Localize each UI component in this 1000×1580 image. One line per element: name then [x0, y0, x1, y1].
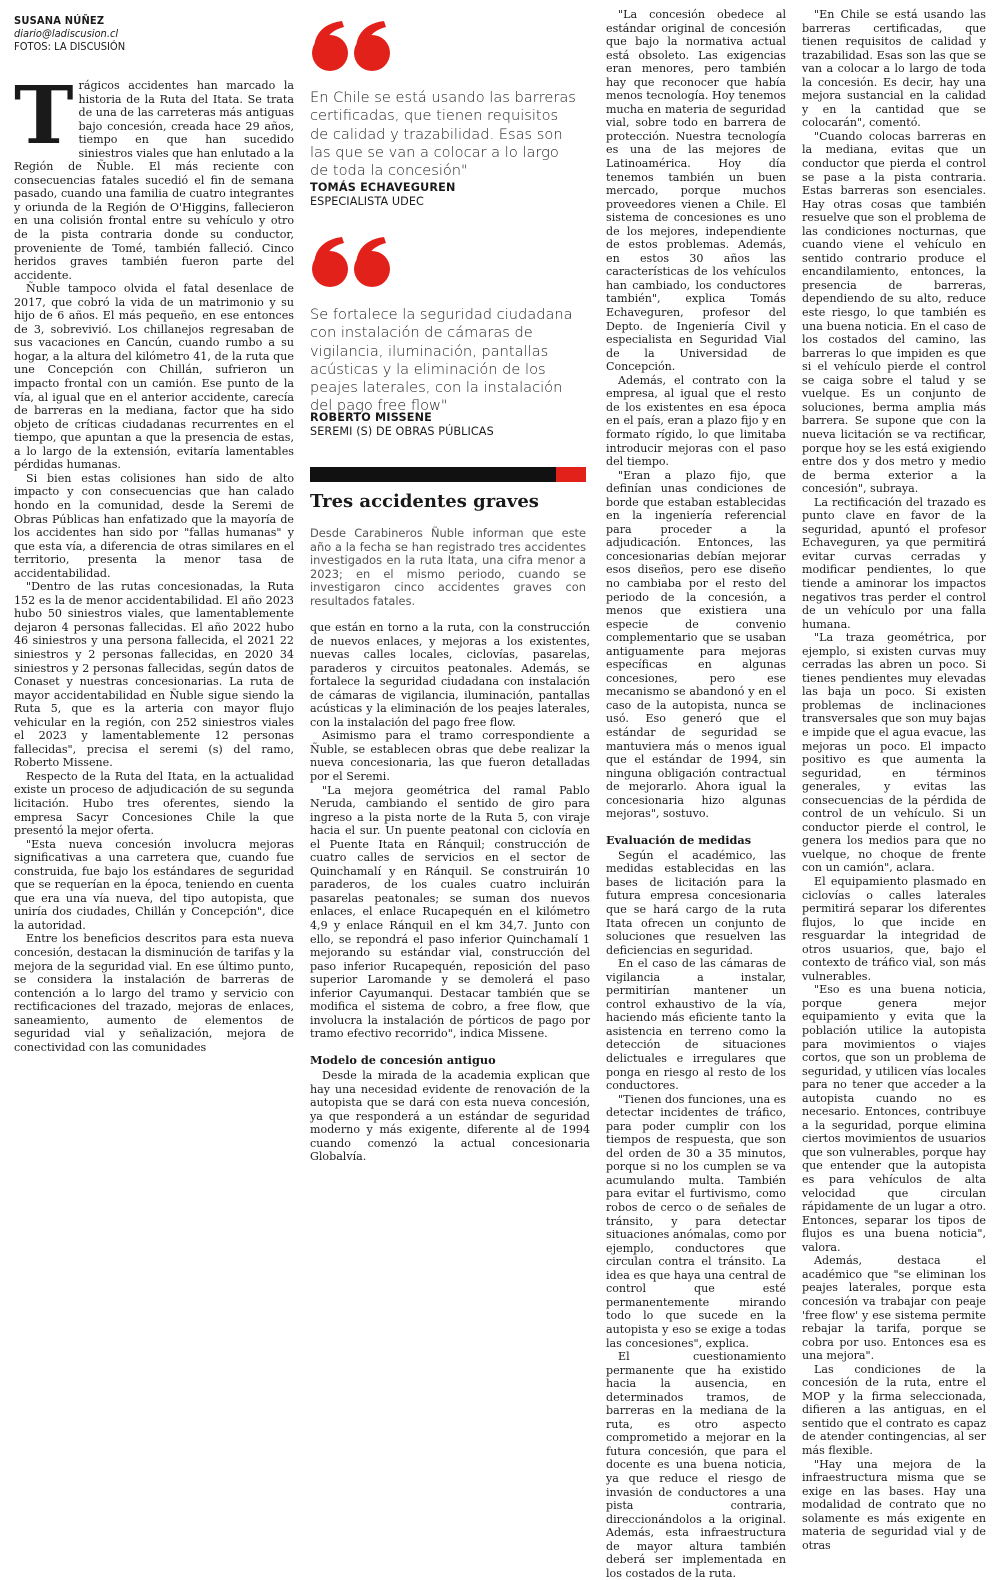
- subheading: Evaluación de medidas: [606, 832, 752, 847]
- paragraph: En el caso de las cámaras de vigilancia a instalar, permitirían mantener un control exhaustivo de la vía, haciendo más eficiente tanto la asistencia en terreno como la detección de situaciones delictuales e irregulares que ponga en riesgo al resto de los conductores.: [606, 957, 786, 1093]
- paragraph: Si bien estas colisiones han sido de alto impacto y con consecuencias que han calado hondo en la comunidad, desde la Seremi de Obras Públicas han enfatizado que la mayoría de los accidentes han sido por "fallas humanas" y que esta vía, a diferencia de otras similares en el territorio, presenta la menor tasa de accidentabilidad.: [14, 471, 294, 580]
- quote-mark-icon: [310, 20, 394, 72]
- box-title: Tres accidentes graves: [310, 491, 539, 512]
- paragraph: "Dentro de las rutas concesionadas, la Ruta 152 es la de menor accidentabilidad. El año 2023 hubo 50 siniestros viales, que lamentablemente dejaron 4 personas fallecidas. El año 2022 hubo 46 siniestros y una persona fallecida, el 2021 22 siniestros y 2 personas fallecidas, en 2020 34 siniestros y 2 personas fallecidas, según datos de Conaset y nuestras concesionarias. La ruta de mayor accidentabilidad en Ñuble sigue siendo la Ruta 5, que es la arteria con mayor flujo vehicular en la región, con 252 siniestros viales el 2023 y lamentablemente 12 personas fallecidas", precisa el seremi (s) del ramo, Roberto Missene.: [14, 580, 294, 770]
- paragraph: "Eran a plazo fijo, que definían unas condiciones de borde que estaban establecidas en la ingeniería referencial para proceder a la adjudicación. Entonces, las concesionarias debían mejorar esos diseños, pero ese diseño no cambiaba por el resto del periodo de la concesión, a menos que existiera una especie de convenio complementario que se usaban antiguamente para mejoras específicas en algunas concesiones, pero ese mecanismo se abandonó y en el caso de la autopista, nunca se usó. Eso generó que el estándar de seguridad se mantuviera más o menos igual que el estándar de 1994, sin ninguna obligación contractual de mejorarlo. Ahora igual la concesionaria hizo algunas mejoras", sostuvo.: [606, 468, 786, 821]
- pull-quote-text: Se fortalece la seguridad ciudadana con instalación de cámaras de vigilancia, iluminación, pantallas acústicas y la eliminación de los peajes laterales, con la instalación del pago free flow": [310, 306, 573, 415]
- paragraph: "La mejora geométrica del ramal Pablo Neruda, cambiando el sentido de giro para ingreso a la pista norte de la Ruta 5, con viraje hacia el sur. Un puente peatonal con ciclovía en el Puente Itata en Ránquil; construcción de cuatro calles de servicios en el sector de Quinchamalí y en Ránquil. Se construirán 10 paraderos, de los cuales cuatro incluirán pasarelas peatonales; se suman dos nuevos enlaces, el enlace Rucapequén en el kilómetro 4,9 y enlace Ránquil en el km 34,7. Junto con ello, se repondrá el paso inferior Quinchamalí 1 mejorando su estándar vial, construcción del paso inferior Rucapequén, reposición del paso superior Laromande y se demolerá el paso inferior Cayumanqui. Destacar también que se modifica el sistema de cobro, a free flow, que involucra la instalación de pórticos de pago por tramo efectivo recorrido", indica Missene.: [310, 783, 590, 1041]
- paragraph: "La traza geométrica, por ejemplo, si existen curvas muy cerradas las abren un poco. Si tienes pendientes muy elevadas las baja un poco. Si existen problemas de inclinaciones transversales que son muy bajas e impide que el agua evacue, las mejoras un poco. El impacto positivo es que aumenta la seguridad, en términos generales, y evitas las consecuencias de la pérdida de control de un vehículo. Si un conductor pierde el control, le genera los medios para que no vuelque, no choque de frente con un camión", aclara.: [802, 631, 986, 875]
- lead-paragraph: Trágicos accidentes han marcado la historia de la Ruta del Itata. Se trata de una de las carreteras más antiguas bajo concesión, creada hace 29 años, tiempo en que han sucedido siniestros viales que han enlutado a la Región de Ñuble. El más reciente con consecuencias fatales sucedió el fin de semana pasado, cuando una familia de cuatro integrantes y oriunda de la Región de O'Higgins, fallecieron en una colisión frontal entre su vehículo y otro de la pista contraria donde su conductor, proveniente de Tomé, también falleció. Cinco heridos graves también fueron parte del accidente.: [14, 68, 294, 282]
- quote-role: ESPECIALISTA UDEC: [310, 195, 424, 208]
- subheading: Modelo de concesión antiguo: [310, 1052, 496, 1067]
- box-text: Desde Carabineros Ñuble informan que este año a la fecha se han registrado tres accidentes investigados en la ruta Itata, una cifra menor a 2023; en el mismo periodo, cuando se investigaron cinco accidentes graves con resultados fatales.: [310, 526, 586, 608]
- paragraph: Respecto de la Ruta del Itata, en la actualidad existe un proceso de adjudicación de su segunda licitación. Hubo tres oferentes, siendo la empresa Sacyr Concesiones Chile la que presentó la mejor oferta.: [14, 769, 294, 838]
- paragraph: que están en torno a la ruta, con la construcción de nuevos enlaces, y mejoras a los existentes, nuevas calles locales, ciclovías, pasarelas, paraderos y circuitos peatonales. Además, se fortalece la seguridad ciudadana con instalación de cámaras de vigilancia, iluminación, pantallas acústicas y la eliminación de los peajes laterales, con la instalación del pago free flow.: [310, 621, 590, 729]
- paragraph: "En Chile se está usando las barreras certificadas, que tienen requisitos de calidad y trazabilidad. Esas son las que se van a colocar a lo largo de toda la concesión. Es decir, hay una mejora sustancial en la calidad y en la cantidad que se colocarán", comentó.: [802, 8, 986, 130]
- paragraph: "La concesión obedece al estándar original de concesión que bajo la normativa actual está obsoleto. Las exigencias eran menores, pero también hay que reconocer que había menos tecnología. Hoy tenemos mucha en materia de seguridad vial, sobre todo en barrera de protección. Nuestra tecnología es una de las mejores de Latinoamérica. Hoy día tenemos también un buen mercado, porque muchos proveedores vienen a Chile. El sistema de concesiones es uno de los mejores, independiente de estos problemas. Además, en estos 30 años las características de los vehículos han cambiado, los conductores también", explica Tomás Echaveguren, profesor del Depto. de Ingeniería Civil y especialista en Seguridad Vial de la Universidad de Concepción.: [606, 8, 786, 374]
- quote-author: TOMÁS ECHAVEGUREN: [310, 181, 456, 194]
- author-name: SUSANA NÚÑEZ: [14, 14, 105, 27]
- article-column-2: [310, 621, 590, 1325]
- paragraph: Asimismo para el tramo correspondiente a Ñuble, se establecen obras que debe realizar la nueva concesionaria, las que fueron detalladas por el Seremi.: [310, 729, 590, 784]
- article-column-1: [14, 68, 294, 1325]
- paragraph: El cuestionamiento permanente que ha existido hacia la ausencia, en determinados tramos, de barreras en la mediana de la ruta, es otro aspecto comprometido a mejorar en la futura concesión, que para el docente es una buena noticia, ya que reduce el riesgo de invasión de conductores a una pista contraria, direccionándolos a la original. Además, esta infraestructura de mayor altura también deberá ser implementada en los costados de la ruta.: [606, 1350, 786, 1580]
- paragraph: "Tienen dos funciones, una es detectar incidentes de tráfico, para poder cumplir con los tiempos de respuesta, que son del orden de 30 a 35 minutos, porque si no los cumplen se va acumulando multa. También para evitar el furtivismo, como robos de cerco o de señales de tránsito, y para detectar situaciones anómalas, como por ejemplo, conductores que circulan contra el tránsito. La idea es que haya una central de control que esté permanentemente mirando todo lo que sucede en la autopista y eso se exige a todas las concesiones", explica.: [606, 1092, 787, 1350]
- pull-quote-text: En Chile se está usando las barreras certificadas, que tienen requisitos de calidad y trazabilidad. Esas son las que se van a colocar a lo largo de toda la concesión": [310, 89, 576, 180]
- paragraph: "Esta nueva concesión involucra mejoras significativas a una carretera que, cuando fue construida, fue bajo los estándares de seguridad que se requerían en la época, teniendo en cuenta que era una vía nueva, del tipo autopista, que uniría dos ciudades, Chillán y Concepción", dice la autoridad.: [14, 837, 294, 932]
- paragraph: Ñuble tampoco olvida el fatal desenlace de 2017, que cobró la vida de un matrimonio y su hijo de 6 años. El más pequeño, en ese entonces de 3, sobrevivió. Los chillanejos regresaban de sus vacaciones en Cancún, cuando rumbo a su hogar, a la altura del kilómetro 41, de la ruta que une Concepción con Chillán, sufrieron un impacto frontal con un camión. Ese punto de la vía, al igual que en el anterior accidente, carecía de barreras en la mediana, factor que ha sido objeto de críticas ciudadanas recurrentes en el tiempo, que apuntan a que la presencia de estas, a lo largo de la extensión, evitaría lamentables pérdidas humanas.: [14, 282, 294, 472]
- paragraph: Las condiciones de la concesión de la ruta, entre el MOP y la firma seleccionada, difieren a las antiguas, en el sentido que el contrato es capaz de atender contingencias, al ser más flexible.: [802, 1362, 986, 1457]
- paragraph: Además, el contrato con la empresa, al igual que el resto de los existentes en esa época en el país, eran a plazo fijo y en formato rígido, lo que limitaba introducir mejoras con el paso del tiempo.: [606, 373, 786, 469]
- paragraph: "Hay una mejora de la infraestructura misma que se exige en las bases. Hay una modalidad de contrato que no solamente es más exigente en materia de seguridad vial y de otras: [802, 1457, 986, 1552]
- quote-mark-icon: [310, 236, 394, 288]
- byline: [14, 14, 125, 53]
- paragraph: "Eso es una buena noticia, porque genera mejor equipamiento y evita que la población utilice la autopista para movimientos o viajes cortos, que son un problema de seguridad, y utilicen vías locales para no tener que acceder a la autopista cuando no es necesario. Entonces, contribuye a la seguridad, porque elimina ciertos movimientos de usuarios que son vulnerables, porque hay que entender que la autopista es para vehículos de alta velocidad que circulan rápidamente de un lugar a otro. Entonces, separar los tipos de flujos es una buena noticia", valora.: [802, 983, 986, 1254]
- paragraph: "Cuando colocas barreras en la mediana, evitas que un conductor que pierda el control se pase a la pista contraria. Estas barreras son esenciales. Hay otras cosas que también resuelve que son el problema de las condiciones nocturnas, que cuando viene el vehículo en sentido contrario produce el encandilamiento, entonces, la presencia de barreras, dependiendo de su alto, reduce este riesgo, lo que también es una buena noticia. En el caso de los costados del camino, las barreras lo que impiden es que si el vehículo pierde el control se caiga sobre el talud y se vuelque. Es un conjunto de soluciones, berma amplia más barrera. Se supone que con la nueva licitación se va rectificar, porque hoy se les está exigiendo entre dos y dos metro y medio de berma exterior a la concesión", subraya.: [802, 129, 986, 496]
- paragraph: La rectificación del trazado es punto clave en favor de la seguridad, apuntó el profesor Echaveguren, ya que permitirá evitar curvas cerradas y modificar pendientes, lo que tiende a aminorar los impactos negativos tras perder el control de un vehículo por una falla humana.: [802, 495, 986, 631]
- author-email: diario@ladiscusion.cl: [14, 27, 119, 40]
- article-column-3: [606, 8, 787, 1580]
- quote-role: SEREMI (S) DE OBRAS PÚBLICAS: [310, 425, 494, 438]
- paragraph: Entre los beneficios descritos para esta nueva concesión, destacan la disminución de tarifas y la mejora de la seguridad vial. En ese último punto, se considera la instalación de barreras de contención a lo largo del tramo y servicio con rectificaciones del trazado, mejoras de enlaces, saneamiento, aumento de elementos de seguridad vial y señalización, mejora de conectividad con las comunidades: [14, 932, 294, 1054]
- paragraph: Según el académico, las medidas establecidas en las bases de licitación para la futura empresa concesionaria que se hará cargo de la ruta Itata ofrecen un conjunto de soluciones que resuelven las deficiencias en seguridad.: [606, 848, 786, 957]
- photo-credit: FOTOS: LA DISCUSIÓN: [14, 40, 126, 53]
- quote-author: ROBERTO MISSENE: [310, 411, 432, 424]
- article-column-4: [802, 8, 986, 1552]
- drop-cap: T: [14, 68, 74, 162]
- section-divider-bar: [310, 467, 586, 482]
- paragraph: Además, destaca el académico que "se eliminan los peajes laterales, porque esta concesión va trabajar con peaje 'free flow' y ese sistema permite rebajar la tarifa, porque se cobra por uso. Entonces esa es una mejora".: [802, 1254, 986, 1363]
- paragraph: Desde la mirada de la academia explican que hay una necesidad evidente de renovación de la autopista que se dará con esta nueva concesión, ya que responderá a un estándar de seguridad moderno y más exigente, diferente al de 1994 cuando comenzó la actual concesionaria Globalvía.: [310, 1068, 590, 1164]
- paragraph: El equipamiento plasmado en ciclovías o calles laterales permitirá separar los diferentes flujos, lo que incide en resguardar la integridad de otros usuarios, que, bajo el contexto de tráfico vial, son más vulnerables.: [802, 875, 986, 983]
